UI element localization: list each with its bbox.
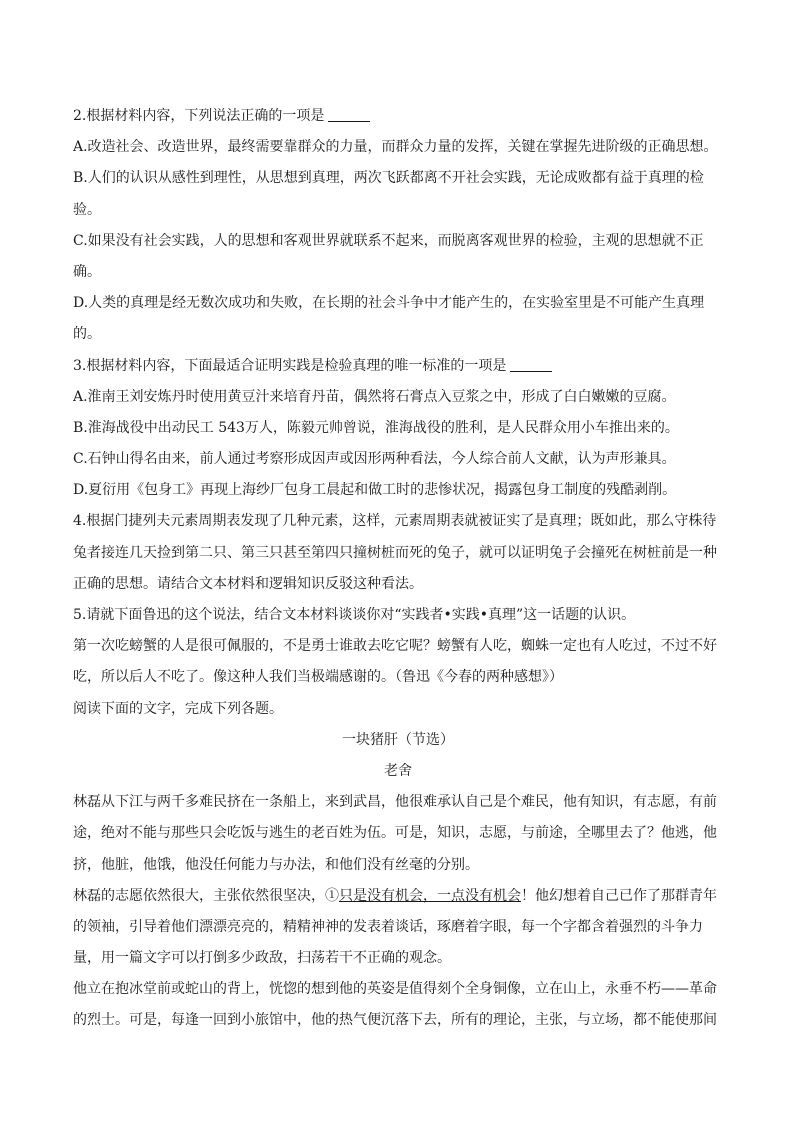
q2-option-c: C.如果没有社会实践，人的思想和客观世界就联系不起来，而脱离客观世界的检验，主观的思想就不正 bbox=[73, 232, 704, 249]
q3-option-c: C.石钟山得名由来，前人通过考察形成因声或因形两种看法，今人综合前人文献，认为声形兼具。 bbox=[73, 451, 676, 468]
q2-option-b: B.人们的认识从感性到理性，从思想到真理，两次飞跃都离不开社会实践，无论成败都有益于真理的检 bbox=[73, 170, 704, 187]
question-2-stem: 2.根据材料内容，下列说法正确的一项是 bbox=[73, 101, 723, 132]
q2-option-d: D.人类的真理是经无数次成功和失败，在长期的社会斗争中才能产生的，在实验室里是不可能产生真理 bbox=[73, 295, 705, 312]
passage-p2-line-3: 量，用一篇文字可以打倒多少政敌，扫荡若干不正确的观念。 bbox=[73, 950, 451, 967]
question-3-stem: 3.根据材料内容，下面最适合证明实践是检验真理的唯一标准的一项是 bbox=[73, 351, 723, 382]
answer-blank bbox=[328, 107, 370, 122]
passage-p2-line-2: 的领袖，引导着他们漂漂亮亮的，精精神神的发表着谈话，琢磨着字眼，每一个字都含着强烈的斗争力 bbox=[73, 918, 703, 935]
question-5-stem: 5.请就下面鲁迅的这个说法，结合文本材料谈谈你对“实践者•实践•真理”这一话题的认识。 bbox=[73, 607, 636, 623]
document-page bbox=[73, 101, 723, 1037]
passage-p3-line-1: 他立在抱冰堂前或蛇山的背上，恍惚的想到他的英姿是值得刻个全身铜像，立在山上，永垂不朽——革命 bbox=[73, 981, 717, 998]
q2-option-a: A.改造社会、改造世界，最终需要靠群众的力量，而群众力量的发挥，关键在掌握先进阶级的正确思想。 bbox=[73, 139, 718, 156]
passage-title: 一块猪肝（节选） bbox=[342, 731, 454, 748]
passage-p2-line-1: 林磊的志愿依然很大，主张依然很坚决，①只是没有机会，一点没有机会！他幻想着自己已作了那群青年 bbox=[73, 887, 717, 904]
q5-quote-line-2: 吃，所以后人不吃了。像这种人我们当极端感谢的。（鲁迅《今春的两种感想》） bbox=[73, 669, 563, 686]
underlined-sentence: 只是没有机会，一点没有机会 bbox=[339, 887, 521, 904]
q2-option-c-cont: 确。 bbox=[73, 263, 101, 280]
q2-option-d-cont: 的。 bbox=[73, 326, 101, 343]
passage-p1-line-3: 挤，他脏，他饿，他没任何能力与办法，和他们没有丝毫的分别。 bbox=[73, 856, 479, 873]
q3-option-d: D.夏衍用《包身工》再现上海纱厂包身工晨起和做工时的悲惨状况，揭露包身工制度的残酷剥削。 bbox=[73, 482, 677, 499]
reading-instruction: 阅读下面的文字，完成下列各题。 bbox=[73, 700, 283, 717]
question-4-line-2: 兔者接连几天捡到第二只、第三只甚至第四只撞树桩而死的兔子，就可以证明兔子会撞死在树桩前是一种 bbox=[73, 544, 717, 561]
question-4-line-1: 4.根据门捷列夫元素周期表发现了几种元素，这样，元素周期表就被证实了是真理；既如此，那么守株待 bbox=[73, 513, 717, 530]
passage-p3-line-2: 的烈士。可是，每逢一回到小旅馆中，他的热气便沉落下去，所有的理论，主张，与立场，都不能使那间 bbox=[73, 1012, 717, 1029]
passage-p1-line-2: 途，绝对不能与那些只会吃饭与逃生的老百姓为伍。可是，知识，志愿，与前途，全哪里去了？他逃，他 bbox=[73, 825, 717, 842]
answer-blank bbox=[510, 357, 552, 372]
passage-p1-line-1: 林磊从下江与两千多难民挤在一条船上，来到武昌，他很难承认自己是个难民，他有知识，有志愿，有前 bbox=[73, 794, 717, 811]
passage-author: 老舍 bbox=[384, 762, 412, 779]
q3-option-b: B.淮海战役中出动民工 543万人，陈毅元帅曾说，淮海战役的胜利，是人民群众用小车推出来的。 bbox=[73, 419, 679, 436]
q2-option-b-cont: 验。 bbox=[73, 201, 101, 218]
q3-option-a: A.淮南王刘安炼丹时使用黄豆汁来培育丹苗，偶然将石膏点入豆浆之中，形成了白白嫩嫩的豆腐。 bbox=[73, 388, 676, 405]
q5-quote-line-1: 第一次吃螃蟹的人是很可佩服的，不是勇士谁敢去吃它呢？螃蟹有人吃，蜘蛛一定也有人吃过，不过不好 bbox=[73, 638, 717, 655]
question-4-line-3: 正确的思想。请结合文本材料和逻辑知识反驳这种看法。 bbox=[73, 575, 423, 592]
